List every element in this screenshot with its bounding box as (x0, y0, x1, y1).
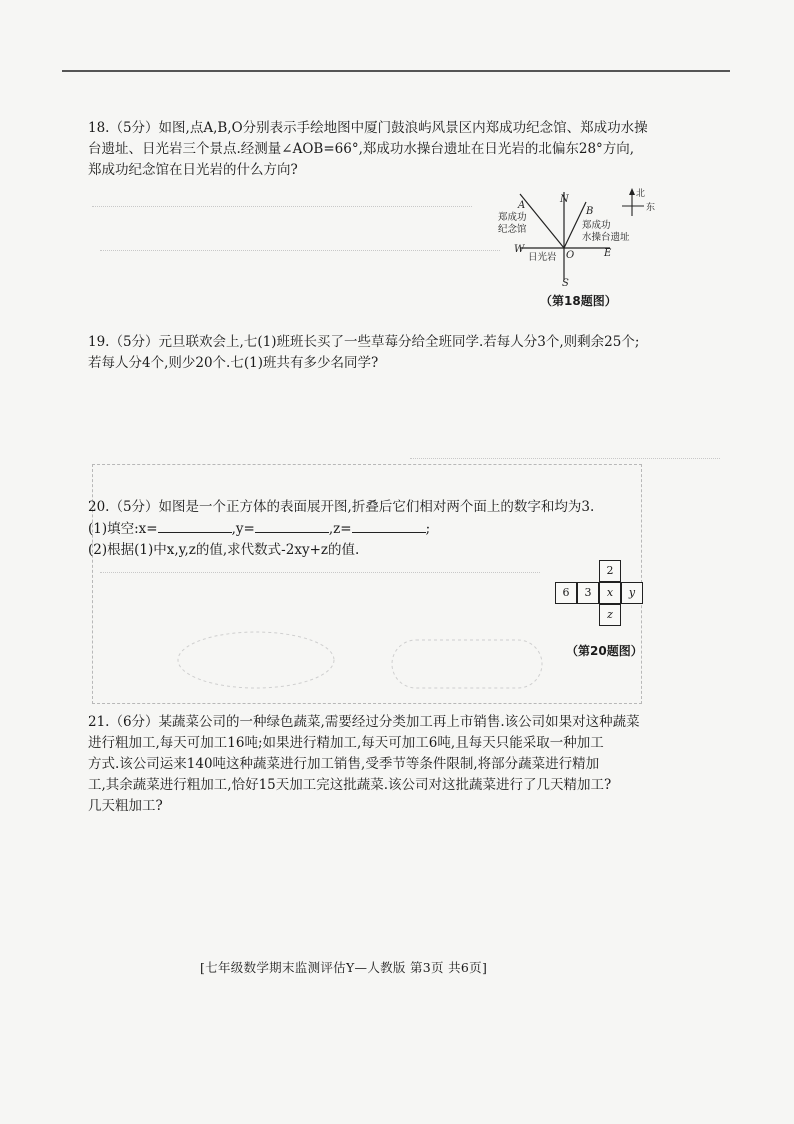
north-arrow-icon (629, 188, 635, 195)
bleed-through-shapes (176, 626, 556, 706)
ray-OA (520, 194, 564, 248)
net-cell-z: z (599, 604, 621, 626)
q20-fill-end: ; (425, 521, 431, 537)
compass-north-label: 北 (636, 189, 646, 199)
top-rule (62, 70, 730, 72)
label-O: O (566, 250, 575, 261)
net-cell-x: x (599, 582, 621, 604)
question-19 (88, 332, 688, 374)
question-18 (88, 118, 678, 181)
q20-fill-line (88, 518, 648, 540)
place-A-line1: 郑成功 (498, 212, 527, 223)
compass-rose (618, 186, 658, 222)
bleed-through-line (410, 458, 720, 459)
figure-20-caption: （第20题图） (566, 644, 643, 658)
q18-line-3: 郑成功纪念馆在日光岩的什么方向? (88, 162, 298, 178)
q21-line-3: 方式.该公司运来140吨这种蔬菜进行加工销售,受季节等条件限制,将部分蔬菜进行精加 (88, 756, 600, 772)
label-A: A (518, 200, 526, 211)
q20-fill-z-label: ,z= (328, 521, 352, 537)
q21-line-5: 几天粗加工? (88, 798, 163, 814)
q20-fill-prefix: (1)填空:x= (88, 521, 158, 537)
net-cell-2: 3 (577, 582, 599, 604)
q19-line-2: 若每人分4个,则少20个.七(1)班共有多少名同学? (88, 355, 379, 371)
cube-net-figure (552, 558, 660, 640)
place-B-line2: 水操台遗址 (582, 232, 630, 243)
q19-line-1: 19.（5分）元旦联欢会上,七(1)班班长买了一些草莓分给全班同学.若每人分3个,则剩余25个; (88, 334, 640, 350)
q20-line-1: 20.（5分）如图是一个正方体的表面展开图,折叠后它们相对两个面上的数字和均为3. (88, 499, 595, 515)
label-W: W (514, 244, 525, 255)
question-21 (88, 712, 678, 817)
figure-18-caption: （第18题图） (540, 294, 617, 308)
q21-line-1: 21.（6分）某蔬菜公司的一种绿色蔬菜,需要经过分类加工再上市销售.该公司如果对这种蔬菜 (88, 714, 640, 730)
question-20 (88, 497, 648, 561)
bleed-through-line (100, 250, 500, 251)
answer-blank-z[interactable] (352, 518, 426, 533)
page-footer: [七年级数学期末监测评估Y—人教版 第3页 共6页] (200, 960, 488, 975)
net-cell-1: 6 (555, 582, 577, 604)
answer-blank-y[interactable] (255, 518, 329, 533)
bleed-through-line (92, 206, 472, 207)
place-A-line2: 纪念馆 (498, 224, 527, 235)
q21-line-4: 工,其余蔬菜进行粗加工,恰好15天加工完这批蔬菜.该公司对这批蔬菜进行了几天精加工? (88, 777, 612, 793)
label-B: B (586, 206, 594, 217)
q18-line-2: 台遗址、日光岩三个景点.经测量∠AOB=66°,郑成功水操台遗址在日光岩的北偏东28°方向, (88, 141, 635, 157)
q20-fill-y-label: ,y= (231, 521, 255, 537)
label-S: S (562, 278, 569, 289)
answer-blank-x[interactable] (158, 518, 232, 533)
q21-line-2: 进行粗加工,每天可加工16吨;如果进行精加工,每天可加工6吨,且每天只能采取一种加工 (88, 735, 604, 751)
compass-east-label: 东 (646, 203, 656, 213)
q20-line-3: (2)根据(1)中x,y,z的值,求代数式-2xy+z的值. (88, 542, 360, 558)
net-cell-y: y (621, 582, 643, 604)
place-B-line1: 郑成功 (582, 220, 611, 231)
q18-line-1: 18.（5分）如图,点A,B,O分别表示手绘地图中厦门鼓浪屿风景区内郑成功纪念馆、郑成功水操 (88, 120, 648, 136)
label-E: E (604, 248, 612, 259)
place-O: 日光岩 (528, 252, 557, 263)
net-cell-top: 2 (599, 560, 621, 582)
label-N: N (560, 194, 569, 205)
